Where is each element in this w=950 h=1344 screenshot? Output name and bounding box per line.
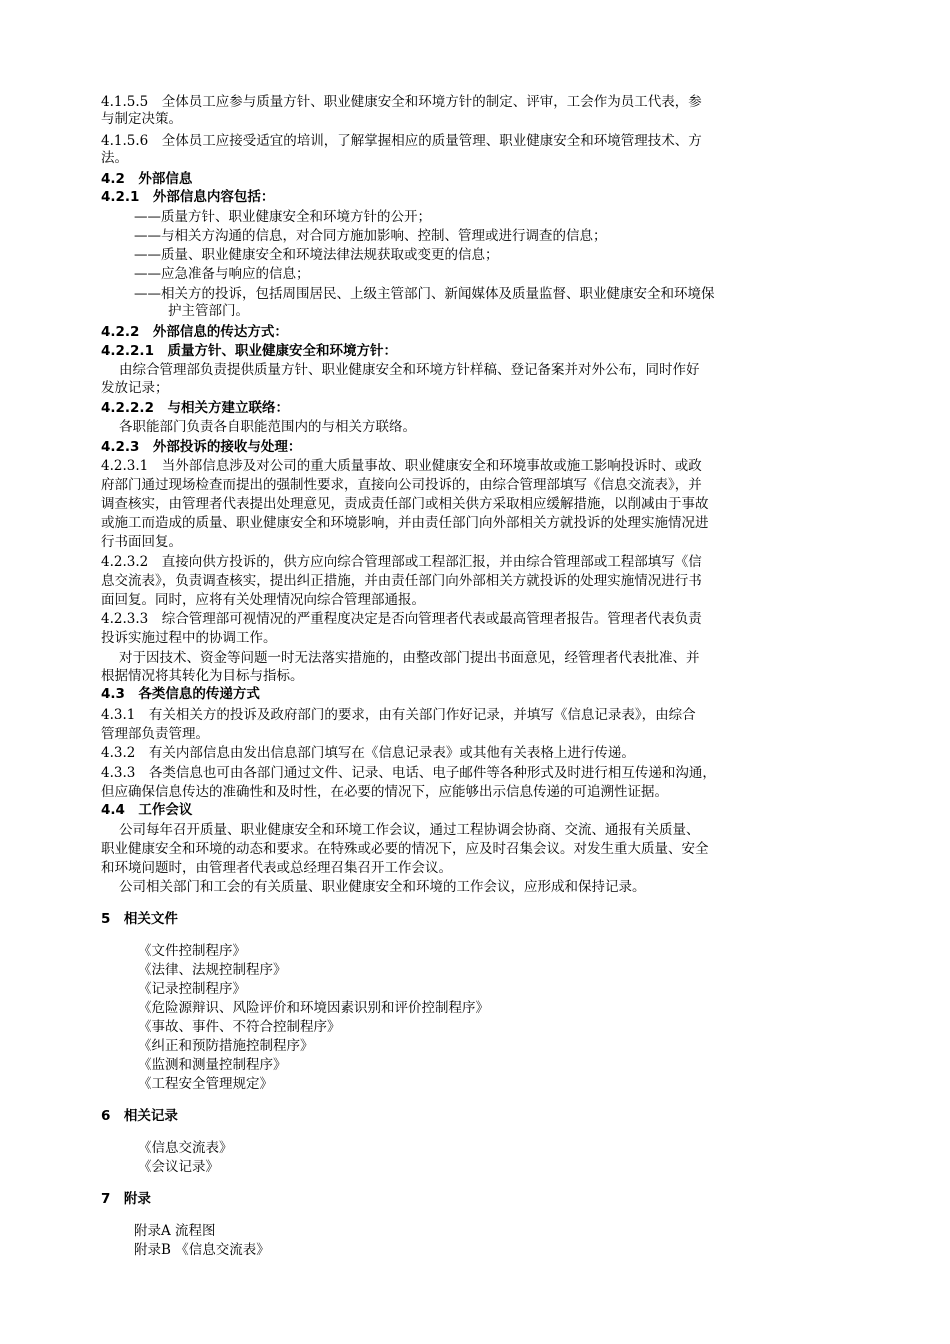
clause-4-1-5-5-cont: 与制定决策。 [101,111,182,127]
paragraph: 各职能部门负责各自职能范围内的与相关方联络。 [119,419,416,435]
clause-4-1-5-6-cont: 法。 [101,150,128,166]
heading-4-2-3: 4.2.3 外部投诉的接收与处理： [101,439,302,455]
related-record-item: 《信息交流表》 [138,1140,233,1156]
related-doc-item: 《纠正和预防措施控制程序》 [138,1038,314,1054]
appendix-item: 附录A 流程图 [134,1223,216,1239]
clause-4-2-3-1: 4.2.3.1 当外部信息涉及对公司的重大质量事故、职业健康安全和环境事故或施工影响投诉时、或政 [101,458,702,474]
heading-related-docs: 5 相关文件 [101,911,178,927]
heading-appendix: 7 附录 [101,1191,151,1207]
related-doc-item: 《法律、法规控制程序》 [138,962,287,978]
related-doc-item: 《事故、事件、不符合控制程序》 [138,1019,341,1035]
paragraph: 由综合管理部负责提供质量方针、职业健康安全和环境方针样稿、登记备案并对外公布，同时作好 [119,362,700,378]
heading-4-2-1: 4.2.1 外部信息内容包括： [101,189,275,205]
related-doc-item: 《工程安全管理规定》 [138,1076,273,1092]
heading-related-records: 6 相关记录 [101,1108,178,1124]
list-item: ——质量方针、职业健康安全和环境方针的公开； [134,209,431,225]
clause-4-2-3-3-cont: 投诉实施过程中的协调工作。 [101,630,277,646]
clause-4-2-3-3: 4.2.3.3 综合管理部可视情况的严重程度决定是否向管理者代表或最高管理者报告。管理者代表负责 [101,611,702,627]
clause-4-3-1: 4.3.1 有关相关方的投诉及政府部门的要求，由有关部门作好记录，并填写《信息记录表》，由综合 [101,707,696,723]
heading-4-2-2-2: 4.2.2.2 与相关方建立联络： [101,400,289,416]
heading-4-4: 4.4 工作会议 [101,802,193,818]
clause-4-3-2: 4.3.2 有关内部信息由发出信息部门填写在《信息记录表》或其他有关表格上进行传递。 [101,745,635,761]
list-item: ——质量、职业健康安全和环境法律法规获取或变更的信息； [134,247,499,263]
heading-4-2-2-1: 4.2.2.1 质量方针、职业健康安全和环境方针： [101,343,397,359]
clause-4-2-3-2-cont: 息交流表》，负责调查核实，提出纠正措施，并由责任部门向外部相关方就投诉的处理实施情况进行书 [101,573,702,589]
list-item: ——应急准备与响应的信息； [134,266,310,282]
appendix-item: 附录B 《信息交流表》 [134,1242,270,1258]
list-item: ——与相关方沟通的信息，对合同方施加影响、控制、管理或进行调查的信息； [134,228,607,244]
heading-4-3: 4.3 各类信息的传递方式 [101,686,260,702]
clause-4-2-3-1-cont: 或施工而造成的质量、职业健康安全和环境影响，并由责任部门向外部相关方就投诉的处理实施情况进 [101,515,709,531]
clause-4-2-3-1-cont: 调查核实，由管理者代表提出处理意见，责成责任部门或相关供方采取相应缓解措施，以削减由于事故 [101,496,709,512]
related-doc-item: 《监测和测量控制程序》 [138,1057,287,1073]
clause-4-2-3-2-cont: 面回复。同时，应将有关处理情况向综合管理部通报。 [101,592,425,608]
clause-4-1-5-5: 4.1.5.5 全体员工应参与质量方针、职业健康安全和环境方针的制定、评审，工会作为员工代表，参 [101,94,702,110]
paragraph-cont: 和环境问题时，由管理者代表或总经理召集召开工作会议。 [101,860,452,876]
clause-4-2-3-1-cont: 府部门通过现场检查而提出的强制性要求，直接向公司投诉的，由综合管理部填写《信息交流表》，并 [101,477,702,493]
clause-4-2-3-1-cont: 行书面回复。 [101,534,182,550]
heading-4-2-2: 4.2.2 外部信息的传达方式： [101,324,288,340]
paragraph-cont: 发放记录； [101,380,169,396]
related-record-item: 《会议记录》 [138,1159,219,1175]
clause-4-3-3: 4.3.3 各类信息也可由各部门通过文件、记录、电话、电子邮件等各种形式及时进行相互传递和沟通， [101,765,716,781]
clause-4-3-3-cont: 但应确保信息传达的准确性和及时性，在必要的情况下，应能够出示信息传递的可追溯性证据。 [101,784,668,800]
clause-4-3-1-cont: 管理部负责管理。 [101,726,209,742]
paragraph: 公司每年召开质量、职业健康安全和环境工作会议，通过工程协调会协商、交流、通报有关质量、 [119,822,700,838]
paragraph-cont: 根据情况将其转化为目标与指标。 [101,668,304,684]
clause-4-1-5-6: 4.1.5.6 全体员工应接受适宜的培训，了解掌握相应的质量管理、职业健康安全和环境管理技术、方 [101,133,702,149]
paragraph: 公司相关部门和工会的有关质量、职业健康安全和环境的工作会议，应形成和保持记录。 [119,879,646,895]
related-doc-item: 《记录控制程序》 [138,981,246,997]
related-doc-item: 《危险源辩识、风险评价和环境因素识别和评价控制程序》 [138,1000,489,1016]
related-doc-item: 《文件控制程序》 [138,943,246,959]
heading-4-2: 4.2 外部信息 [101,171,193,187]
list-item-cont: 护主管部门。 [168,303,249,319]
paragraph: 对于因技术、资金等问题一时无法落实措施的，由整改部门提出书面意见，经管理者代表批准、并 [119,650,700,666]
list-item: ——相关方的投诉，包括周围居民、上级主管部门、新闻媒体及质量监督、职业健康安全和环境保 [134,286,715,302]
clause-4-2-3-2: 4.2.3.2 直接向供方投诉的，供方应向综合管理部或工程部汇报，并由综合管理部或工程部填写《信 [101,554,702,570]
paragraph-cont: 职业健康安全和环境的动态和要求。在特殊或必要的情况下，应及时召集会议。对发生重大质量、安全 [101,841,709,857]
